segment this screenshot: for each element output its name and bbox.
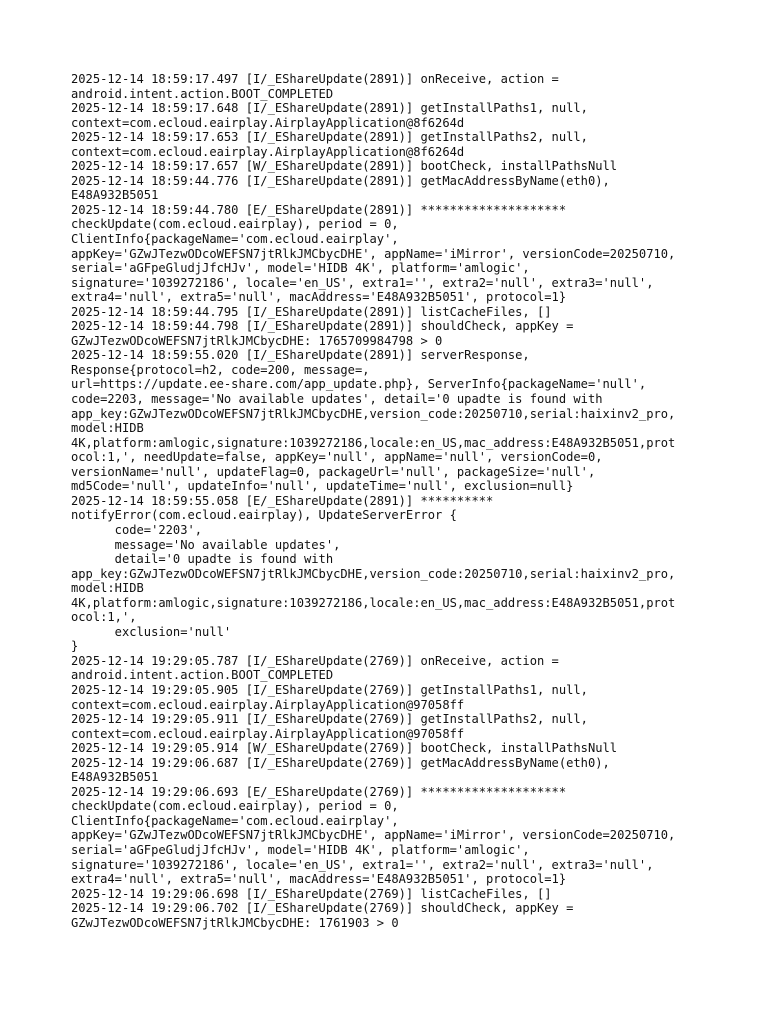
- log-line: context=com.ecloud.eairplay.AirplayApplication@97058ff: [71, 726, 465, 741]
- log-line: app_key:GZwJTezwODcoWEFSN7jtRlkJMCbycDHE,version_code:20250710,serial:haixinv2_pro,: [71, 566, 676, 581]
- log-line: 2025-12-14 19:29:06.693 [E/_EShareUpdate(2769)] ********************: [71, 784, 567, 799]
- log-line: ocol:1,', needUpdate=false, appKey='null', appName='null', versionCode=0,: [71, 450, 603, 465]
- log-line: detail='0 upadte is found with: [71, 552, 334, 567]
- log-line: md5Code='null', updateInfo='null', updateTime='null', exclusion=null}: [71, 479, 574, 494]
- log-line: 2025-12-14 19:29:05.905 [I/_EShareUpdate(2769)] getInstallPaths1, null,: [71, 682, 588, 697]
- log-line: 4K,platform:amlogic,signature:1039272186,locale:en_US,mac_address:E48A932B5051,prot: [71, 435, 676, 450]
- log-line: 2025-12-14 19:29:05.787 [I/_EShareUpdate(2769)] onReceive, action =: [71, 653, 559, 668]
- log-line: 2025-12-14 19:29:05.911 [I/_EShareUpdate(2769)] getInstallPaths2, null,: [71, 712, 588, 727]
- log-line: model:HIDB: [71, 421, 144, 436]
- log-line: code=2203, message='No available updates', detail='0 upadte is found with: [71, 392, 603, 407]
- log-line: Response{protocol=h2, code=200, message=,: [71, 362, 370, 377]
- log-line: }: [71, 639, 79, 654]
- log-line: 2025-12-14 18:59:17.497 [I/_EShareUpdate(2891)] onReceive, action =: [71, 72, 559, 86]
- log-line: checkUpdate(com.ecloud.eairplay), period = 0,: [71, 217, 399, 232]
- log-line: 2025-12-14 18:59:55.020 [I/_EShareUpdate(2891)] serverResponse,: [71, 348, 530, 363]
- log-line: serial='aGFpeGludjJfcHJv', model='HIDB 4K', platform='amlogic',: [71, 261, 530, 276]
- log-line: 2025-12-14 18:59:44.780 [E/_EShareUpdate(2891)] ********************: [71, 202, 567, 217]
- log-line: GZwJTezwODcoWEFSN7jtRlkJMCbycDHE: 1761903 > 0: [71, 915, 399, 930]
- log-text-block: [71, 72, 761, 930]
- log-line: appKey='GZwJTezwODcoWEFSN7jtRlkJMCbycDHE', appName='iMirror', versionCode=20250710,: [71, 246, 676, 261]
- log-line: model:HIDB: [71, 581, 144, 596]
- log-line: context=com.ecloud.eairplay.AirplayApplication@97058ff: [71, 697, 465, 712]
- log-line: versionName='null', updateFlag=0, packageUrl='null', packageSize='null',: [71, 464, 596, 479]
- log-line: appKey='GZwJTezwODcoWEFSN7jtRlkJMCbycDHE', appName='iMirror', versionCode=20250710,: [71, 828, 676, 843]
- log-line: 4K,platform:amlogic,signature:1039272186,locale:en_US,mac_address:E48A932B5051,prot: [71, 595, 676, 610]
- log-line: android.intent.action.BOOT_COMPLETED: [71, 86, 334, 101]
- log-line: 2025-12-14 19:29:06.687 [I/_EShareUpdate(2769)] getMacAddressByName(eth0),: [71, 755, 610, 770]
- log-line: E48A932B5051: [71, 770, 159, 785]
- log-line: app_key:GZwJTezwODcoWEFSN7jtRlkJMCbycDHE,version_code:20250710,serial:haixinv2_pro,: [71, 406, 676, 421]
- log-line: checkUpdate(com.ecloud.eairplay), period = 0,: [71, 799, 399, 814]
- log-line: ClientInfo{packageName='com.ecloud.eairplay',: [71, 232, 399, 247]
- log-line: notifyError(com.ecloud.eairplay), UpdateServerError {: [71, 508, 457, 523]
- log-line: serial='aGFpeGludjJfcHJv', model='HIDB 4K', platform='amlogic',: [71, 842, 530, 857]
- log-line: 2025-12-14 19:29:06.698 [I/_EShareUpdate(2769)] listCacheFiles, []: [71, 886, 552, 901]
- log-line: 2025-12-14 18:59:17.657 [W/_EShareUpdate(2891)] bootCheck, installPathsNull: [71, 159, 618, 174]
- log-line: exclusion='null': [71, 624, 232, 639]
- log-line: GZwJTezwODcoWEFSN7jtRlkJMCbycDHE: 1765709984798 > 0: [71, 333, 443, 348]
- log-line: signature='1039272186', locale='en_US', extra1='', extra2='null', extra3='null',: [71, 275, 654, 290]
- log-line: android.intent.action.BOOT_COMPLETED: [71, 668, 334, 683]
- log-line: code='2203',: [71, 522, 203, 537]
- log-line: 2025-12-14 18:59:17.653 [I/_EShareUpdate(2891)] getInstallPaths2, null,: [71, 130, 588, 145]
- log-line: extra4='null', extra5='null', macAddress='E48A932B5051', protocol=1}: [71, 872, 567, 887]
- log-line: context=com.ecloud.eairplay.AirplayApplication@8f6264d: [71, 144, 465, 159]
- log-line: signature='1039272186', locale='en_US', extra1='', extra2='null', extra3='null',: [71, 857, 654, 872]
- log-line: ocol:1,',: [71, 610, 137, 625]
- log-line: context=com.ecloud.eairplay.AirplayApplication@8f6264d: [71, 115, 465, 130]
- log-line: 2025-12-14 18:59:44.795 [I/_EShareUpdate(2891)] listCacheFiles, []: [71, 304, 552, 319]
- log-line: message='No available updates',: [71, 537, 341, 552]
- log-line: ClientInfo{packageName='com.ecloud.eairplay',: [71, 813, 399, 828]
- log-line: extra4='null', extra5='null', macAddress='E48A932B5051', protocol=1}: [71, 290, 567, 305]
- log-line: E48A932B5051: [71, 188, 159, 203]
- log-line: 2025-12-14 19:29:05.914 [W/_EShareUpdate(2769)] bootCheck, installPathsNull: [71, 741, 618, 756]
- log-line: 2025-12-14 18:59:55.058 [E/_EShareUpdate(2891)] **********: [71, 493, 494, 508]
- log-line: 2025-12-14 18:59:44.776 [I/_EShareUpdate(2891)] getMacAddressByName(eth0),: [71, 173, 610, 188]
- log-line: url=https://update.ee-share.com/app_update.php}, ServerInfo{packageName='null',: [71, 377, 647, 392]
- log-line: 2025-12-14 18:59:44.798 [I/_EShareUpdate(2891)] shouldCheck, appKey =: [71, 319, 574, 334]
- log-line: 2025-12-14 19:29:06.702 [I/_EShareUpdate(2769)] shouldCheck, appKey =: [71, 901, 574, 916]
- log-line: 2025-12-14 18:59:17.648 [I/_EShareUpdate(2891)] getInstallPaths1, null,: [71, 101, 588, 116]
